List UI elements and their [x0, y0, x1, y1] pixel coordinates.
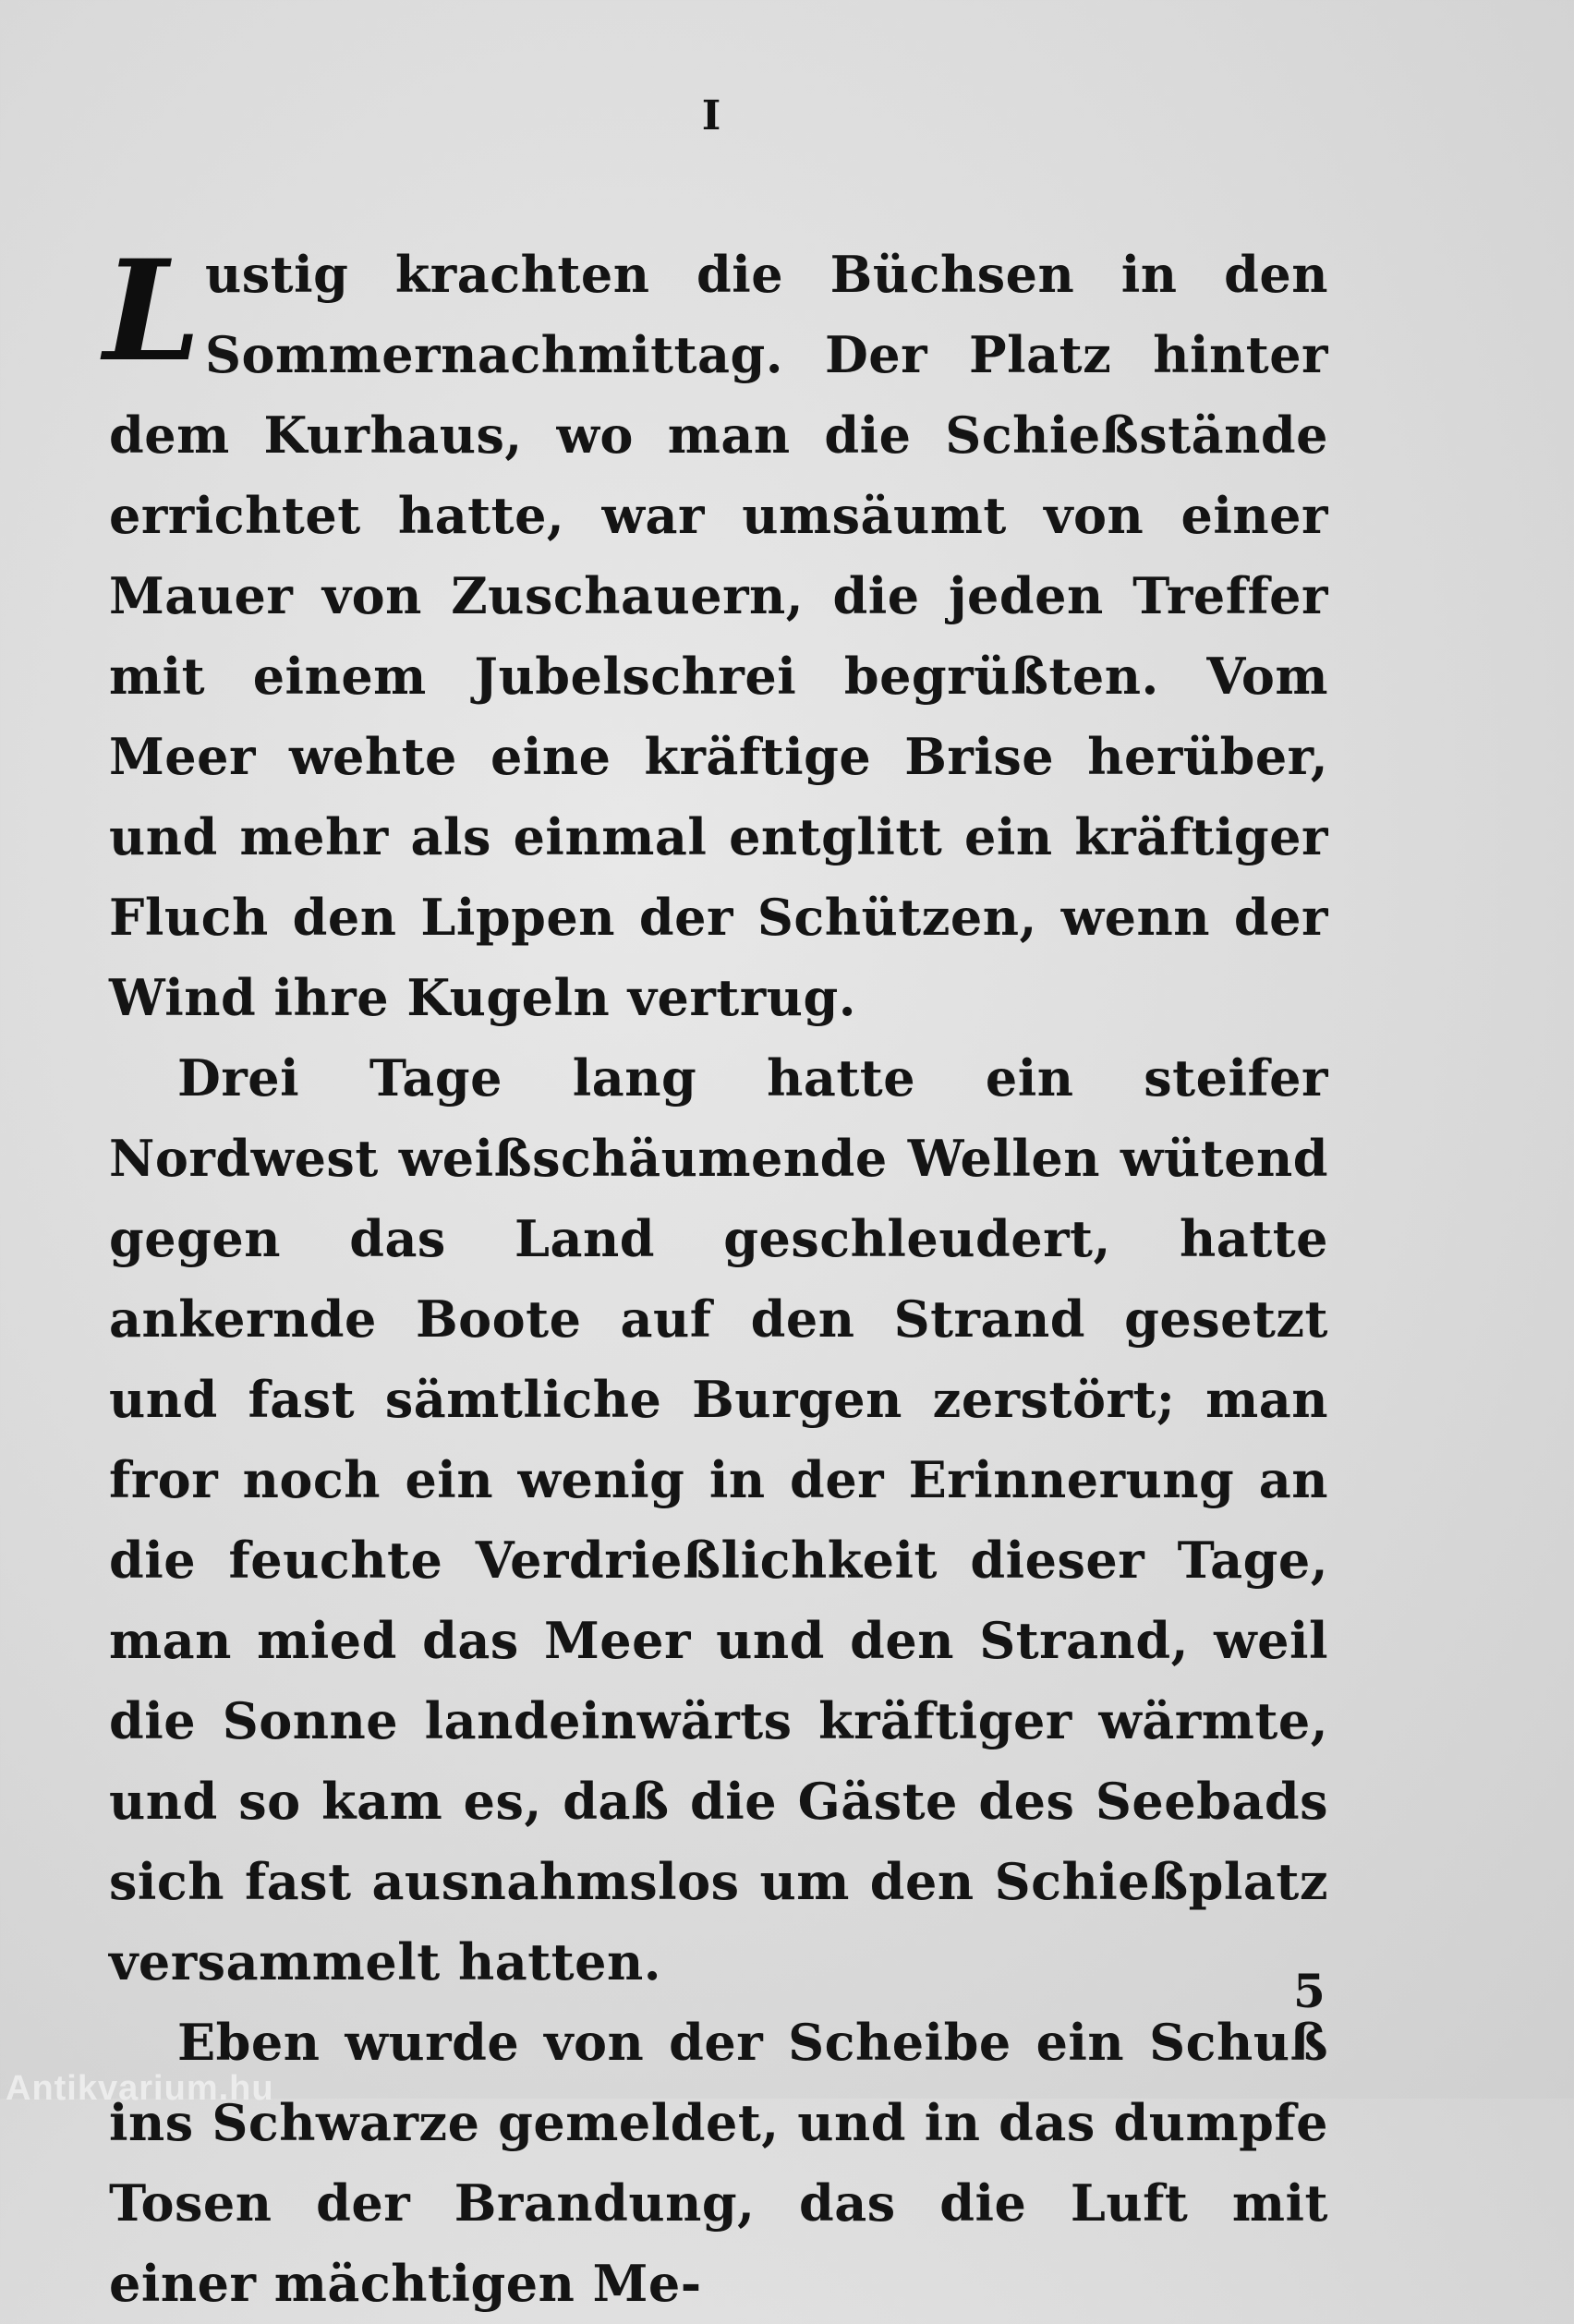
body-text — [103, 230, 1328, 2324]
paragraph-2: Drei Tage lang hatte ein steifer Nordwest weißschäumende Wellen wütend gegen das Land geschleudert, hatte ankernde Boote auf den Strand gesetzt und fast sämtliche Burgen zerstört; man fror noch ein wenig in der Erinnerung an die feuchte Verdrießlichkeit dieser Tage, man mied das Meer und den Strand, weil die Sonne landeinwärts kräftiger wärmte, und so kam es, daß die Gäste des Seebads sich fast ausnahmslos um den Schießplatz versammelt hatten. — [109, 1048, 1328, 1991]
drop-cap-initial: L — [103, 230, 201, 393]
paragraph-3: Eben wurde von der Scheibe ein Schuß ins Schwarze gemeldet, und in das dumpfe Tosen der Brandung, das die Luft mit einer mächtigen Me- — [109, 2013, 1328, 2313]
page-number: 5 — [1293, 1964, 1326, 2018]
watermark: Antikvarium.hu — [6, 2069, 274, 2108]
paragraph-1-text: ustig krachten die Büchsen in den Sommernachmittag. Der Platz hinter dem Kurhaus, wo man die Schießstände errichtet hatte, war umsäumt von einer Mauer von Zuschauern, die jeden Treffer mit einem Jubelschrei begrüßten. Vom Meer wehte eine kräftige Brise herüber, und mehr als einmal entglitt ein kräftiger Fluch den Lippen der Schützen, wenn der Wind ihre Kugeln vertrug. — [109, 245, 1328, 1027]
chapter-heading: I — [701, 92, 721, 139]
paragraph-1 — [103, 230, 1328, 1038]
